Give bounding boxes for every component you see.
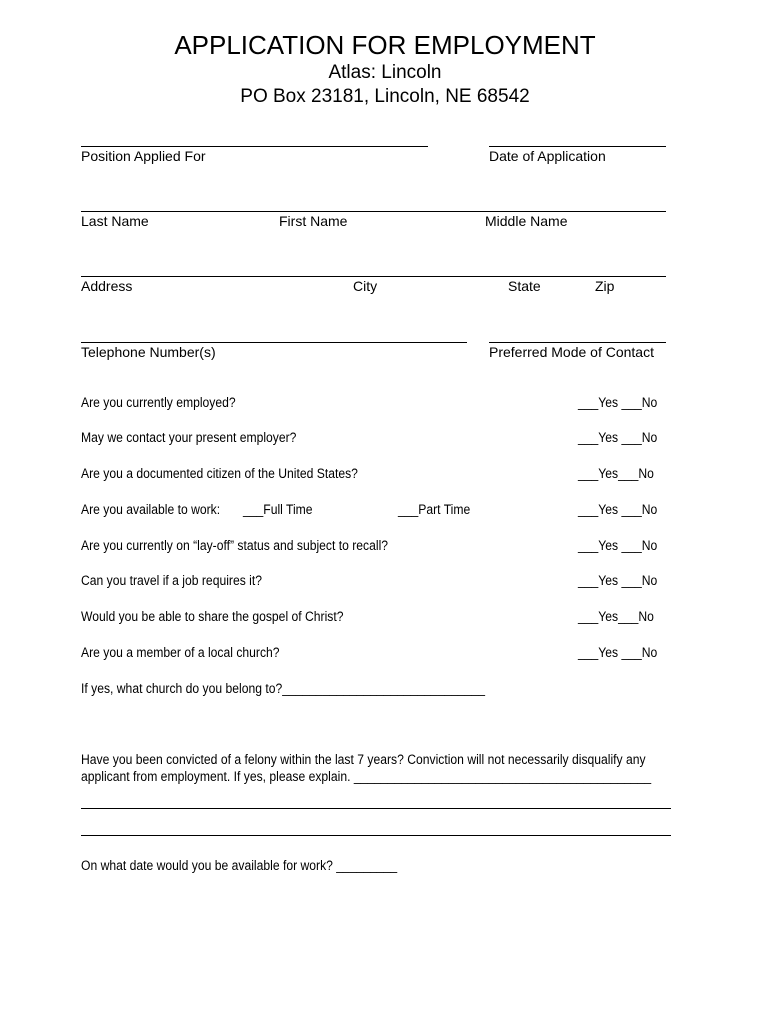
felony-question-line2[interactable]: applicant from employment. If yes, please explain. ____________________________________________ bbox=[81, 769, 652, 784]
felony-question-line1: Have you been convicted of a felony within the last 7 years? Conviction will not necessarily disqualify any bbox=[81, 752, 646, 767]
state-label: State bbox=[508, 278, 541, 294]
answer-available-to-work[interactable]: ___Yes ___No bbox=[578, 502, 658, 517]
middle-name-label: Middle Name bbox=[485, 213, 568, 229]
telephone-line[interactable] bbox=[81, 342, 467, 343]
position-label: Position Applied For bbox=[81, 148, 206, 164]
question-travel: Can you travel if a job requires it? bbox=[81, 573, 262, 588]
answer-documented-citizen[interactable]: ___Yes___No bbox=[578, 466, 654, 481]
form-title: APPLICATION FOR EMPLOYMENT bbox=[174, 30, 596, 60]
answer-lay-off-status[interactable]: ___Yes ___No bbox=[578, 538, 658, 553]
church-name-field[interactable]: If yes, what church do you belong to?______________________________ bbox=[81, 681, 486, 696]
address-line[interactable] bbox=[81, 276, 666, 277]
address-label: Address bbox=[81, 278, 133, 294]
question-documented-citizen: Are you a documented citizen of the United States? bbox=[81, 466, 358, 481]
date-of-application-label: Date of Application bbox=[489, 148, 606, 164]
question-contact-employer: May we contact your present employer? bbox=[81, 430, 297, 445]
part-time-option[interactable]: ___Part Time bbox=[398, 502, 471, 517]
question-church-member: Are you a member of a local church? bbox=[81, 645, 280, 660]
city-label: City bbox=[353, 278, 378, 294]
name-line[interactable] bbox=[81, 211, 666, 212]
question-available-to-work: Are you available to work: bbox=[81, 502, 221, 517]
organization-address: PO Box 23181, Lincoln, NE 68542 bbox=[240, 86, 530, 107]
felony-explain-line-1[interactable] bbox=[81, 808, 671, 809]
zip-label: Zip bbox=[595, 278, 615, 294]
preferred-contact-label: Preferred Mode of Contact bbox=[489, 344, 654, 360]
answer-church-member[interactable]: ___Yes ___No bbox=[578, 645, 658, 660]
question-currently-employed: Are you currently employed? bbox=[81, 395, 236, 410]
question-share-gospel: Would you be able to share the gospel of Christ? bbox=[81, 609, 344, 624]
organization-name: Atlas: Lincoln bbox=[328, 62, 442, 83]
available-date-field[interactable]: On what date would you be available for work? _________ bbox=[81, 858, 398, 873]
preferred-contact-line[interactable] bbox=[489, 342, 666, 343]
last-name-label: Last Name bbox=[81, 213, 149, 229]
answer-currently-employed[interactable]: ___Yes ___No bbox=[578, 395, 658, 410]
question-lay-off-status: Are you currently on “lay-off” status and subject to recall? bbox=[81, 538, 389, 553]
answer-travel[interactable]: ___Yes ___No bbox=[578, 573, 658, 588]
telephone-label: Telephone Number(s) bbox=[81, 344, 216, 360]
full-time-option[interactable]: ___Full Time bbox=[243, 502, 313, 517]
position-line[interactable] bbox=[81, 146, 428, 147]
answer-share-gospel[interactable]: ___Yes___No bbox=[578, 609, 654, 624]
answer-contact-employer[interactable]: ___Yes ___No bbox=[578, 430, 658, 445]
felony-explain-line-2[interactable] bbox=[81, 835, 671, 836]
date-of-application-line[interactable] bbox=[489, 146, 666, 147]
first-name-label: First Name bbox=[279, 213, 348, 229]
